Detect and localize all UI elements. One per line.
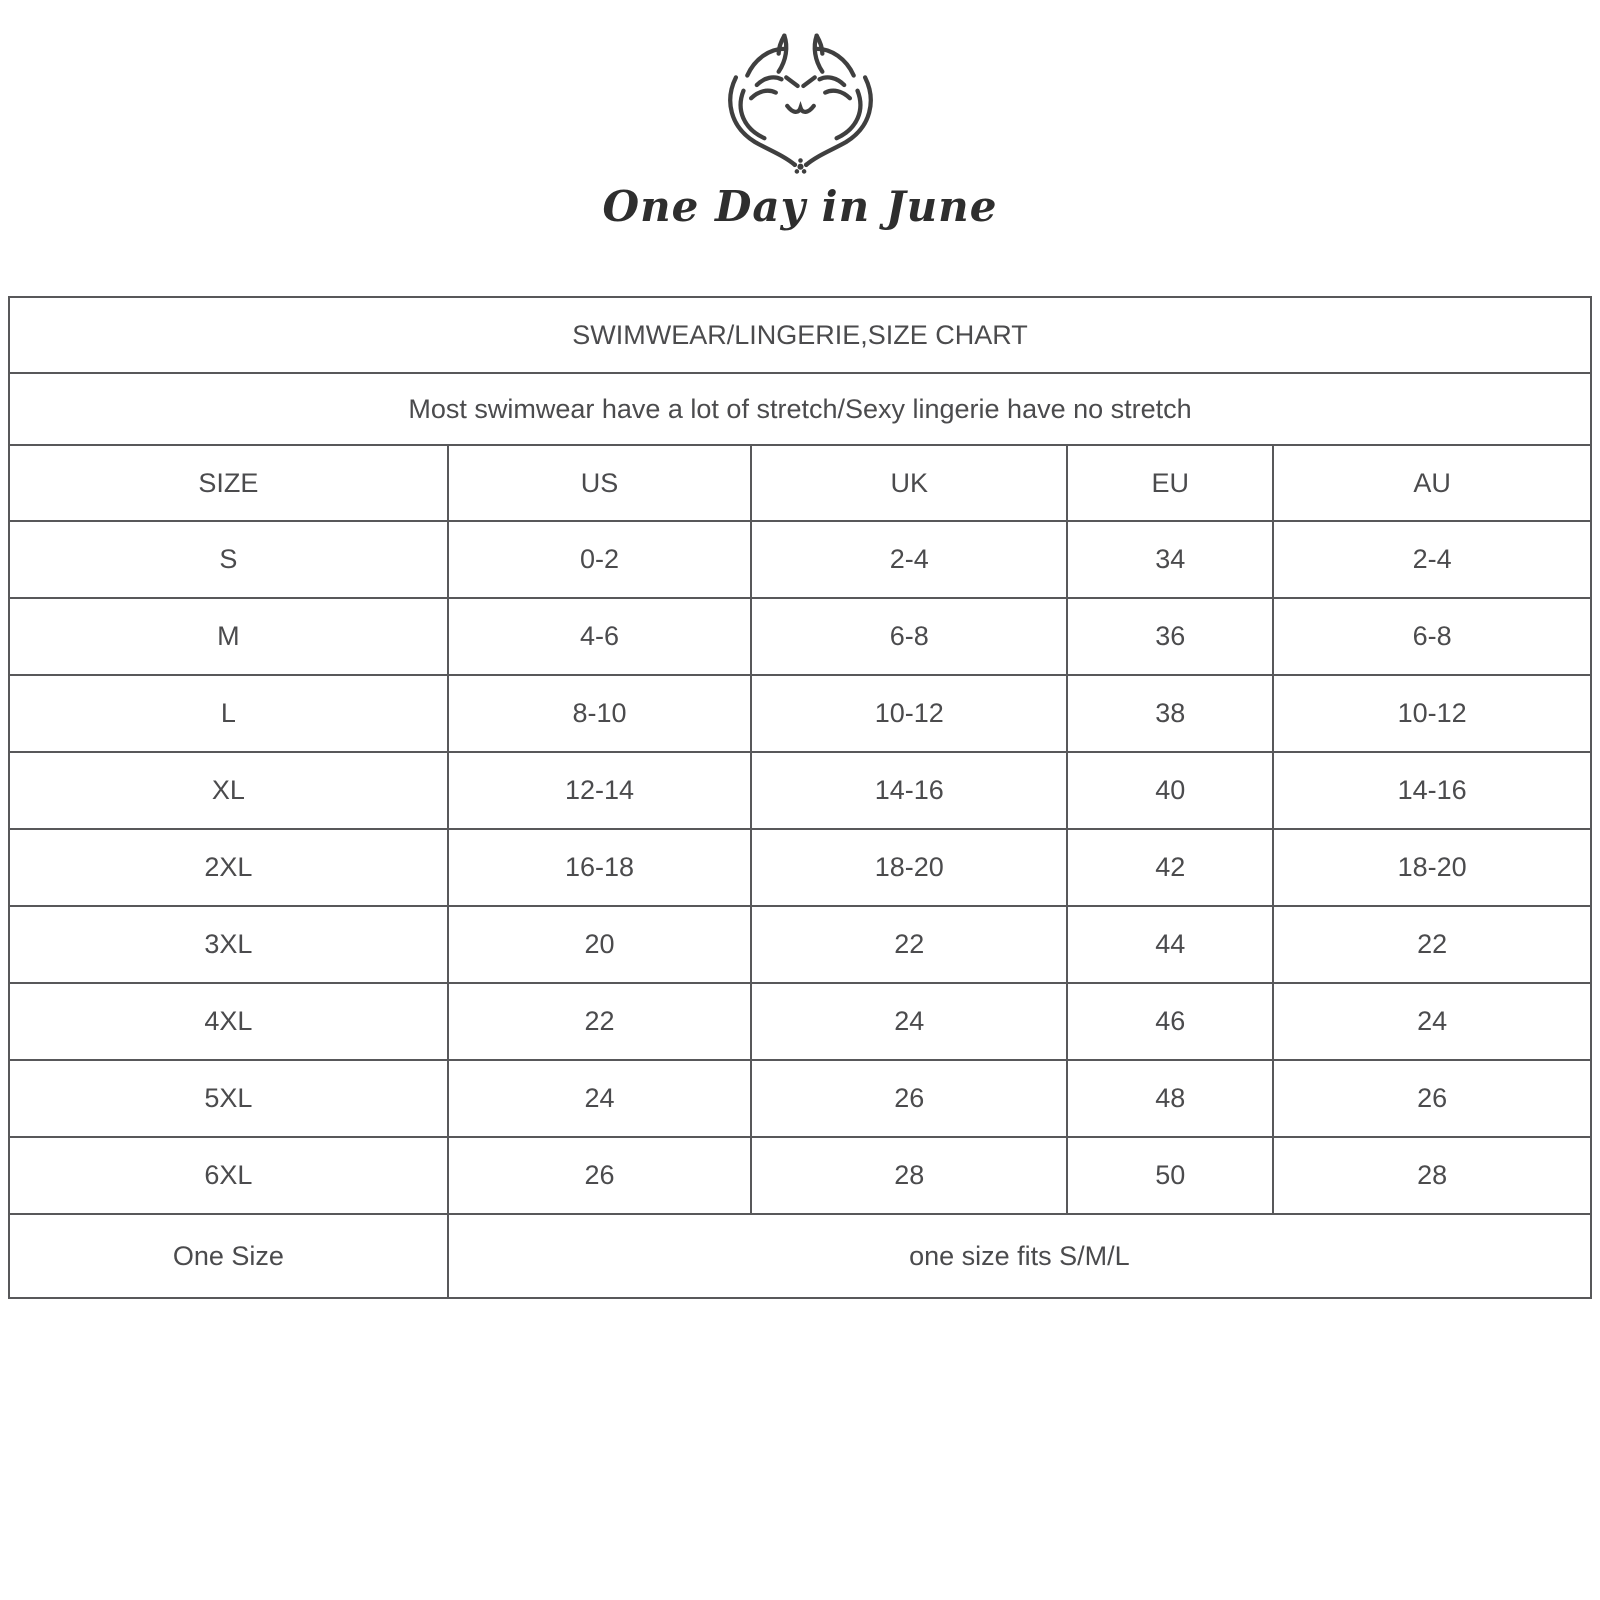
table-cell: 26: [751, 1060, 1067, 1137]
table-cell: 18-20: [751, 829, 1067, 906]
table-cell: 2-4: [1273, 521, 1591, 598]
table-row: [9, 1137, 1591, 1214]
stretch-note-row: [9, 373, 1591, 445]
table-cell: 38: [1067, 675, 1273, 752]
table-cell: 28: [1273, 1137, 1591, 1214]
column-header-au: AU: [1273, 445, 1591, 521]
table-row: [9, 829, 1591, 906]
table-row: [9, 983, 1591, 1060]
table-cell: 4XL: [9, 983, 448, 1060]
table-cell: 20: [448, 906, 752, 983]
table-cell: 18-20: [1273, 829, 1591, 906]
table-cell: 26: [1273, 1060, 1591, 1137]
table-cell: 3XL: [9, 906, 448, 983]
one-size-note: one size fits S/M/L: [448, 1214, 1591, 1298]
chart-title-row: [9, 297, 1591, 373]
table-cell: 8-10: [448, 675, 752, 752]
table-cell: 10-12: [751, 675, 1067, 752]
table-cell: 14-16: [751, 752, 1067, 829]
table-cell: XL: [9, 752, 448, 829]
one-size-row: [9, 1214, 1591, 1298]
stretch-note: Most swimwear have a lot of stretch/Sexy lingerie have no stretch: [9, 373, 1591, 445]
flower-icon: [792, 158, 808, 173]
table-cell: 40: [1067, 752, 1273, 829]
table-cell: 22: [448, 983, 752, 1060]
table-cell: 10-12: [1273, 675, 1591, 752]
lion-face-icon: [688, 28, 913, 180]
table-cell: 14-16: [1273, 752, 1591, 829]
table-cell: 2-4: [751, 521, 1067, 598]
table-cell: 12-14: [448, 752, 752, 829]
table-cell: 4-6: [448, 598, 752, 675]
table-cell: L: [9, 675, 448, 752]
table-cell: S: [9, 521, 448, 598]
size-chart-table: [8, 296, 1592, 1299]
column-header-uk: UK: [751, 445, 1067, 521]
table-cell: 0-2: [448, 521, 752, 598]
table-row: [9, 1060, 1591, 1137]
table-cell: M: [9, 598, 448, 675]
column-header-row: [9, 445, 1591, 521]
table-cell: 36: [1067, 598, 1273, 675]
table-cell: 6-8: [751, 598, 1067, 675]
table-cell: 5XL: [9, 1060, 448, 1137]
table-cell: 48: [1067, 1060, 1273, 1137]
brand-name: One Day in June: [602, 182, 998, 231]
size-rows: [9, 521, 1591, 1214]
column-header-size: SIZE: [9, 445, 448, 521]
table-cell: 34: [1067, 521, 1273, 598]
one-size-label: One Size: [9, 1214, 448, 1298]
column-header-eu: EU: [1067, 445, 1273, 521]
table-cell: 6-8: [1273, 598, 1591, 675]
table-cell: 24: [448, 1060, 752, 1137]
table-row: [9, 598, 1591, 675]
table-cell: 16-18: [448, 829, 752, 906]
chart-title: SWIMWEAR/LINGERIE,SIZE CHART: [9, 297, 1591, 373]
table-row: [9, 906, 1591, 983]
table-cell: 42: [1067, 829, 1273, 906]
table-cell: 44: [1067, 906, 1273, 983]
table-cell: 26: [448, 1137, 752, 1214]
table-cell: 46: [1067, 983, 1273, 1060]
table-cell: 22: [1273, 906, 1591, 983]
table-cell: 6XL: [9, 1137, 448, 1214]
table-cell: 22: [751, 906, 1067, 983]
brand-logo: [0, 28, 1600, 231]
table-row: [9, 752, 1591, 829]
table-cell: 24: [751, 983, 1067, 1060]
table-cell: 28: [751, 1137, 1067, 1214]
table-cell: 24: [1273, 983, 1591, 1060]
table-row: [9, 521, 1591, 598]
table-cell: 2XL: [9, 829, 448, 906]
table-row: [9, 675, 1591, 752]
column-header-us: US: [448, 445, 752, 521]
table-cell: 50: [1067, 1137, 1273, 1214]
